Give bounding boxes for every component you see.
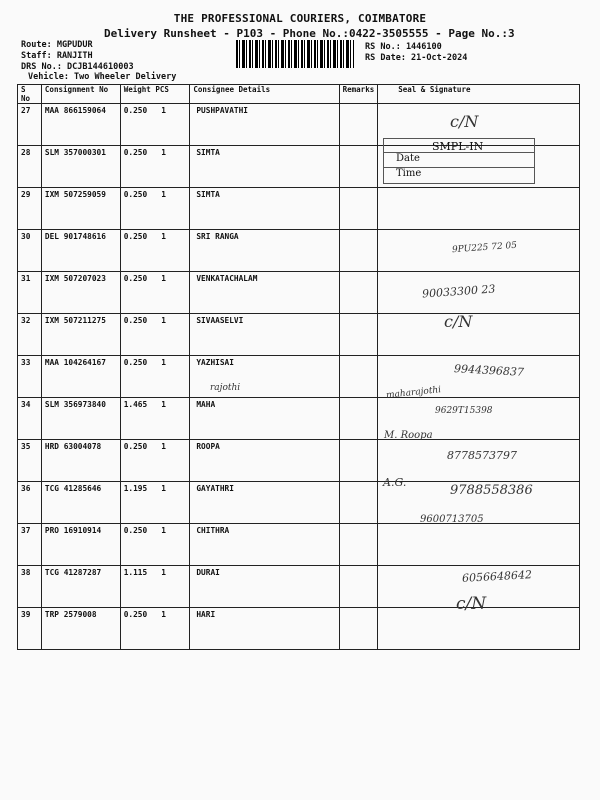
row-weight-pcs [120, 524, 190, 566]
handwritten-phone-30: 9PU225 72 05 [451, 240, 518, 256]
row-pcs: 1 [161, 148, 166, 157]
row-sno: 31 [18, 272, 42, 314]
row-consignment: MAA 866159064 [41, 104, 120, 146]
row-remarks [339, 314, 378, 356]
row-sno: 29 [18, 188, 42, 230]
row-weight-pcs [120, 482, 190, 524]
row-consignment: IXM 507207023 [41, 272, 120, 314]
row-weight-pcs [120, 356, 190, 398]
handwritten-phone-31: 90033300 23 [421, 282, 496, 301]
drs-number: DRS No.: DCJB144610003 [21, 62, 134, 72]
row-consignment: HRD 63004078 [41, 440, 120, 482]
row-weight: 0.250 [123, 190, 148, 199]
row-consignment: TRP 2579008 [41, 608, 120, 650]
row-remarks [339, 482, 378, 524]
col-seal: Seal & Signature [378, 85, 580, 104]
row-weight: 1.115 [123, 568, 148, 577]
row-consignment: MAA 104264167 [41, 356, 120, 398]
row-consignee: DURAI [190, 566, 339, 608]
row-remarks [339, 440, 378, 482]
row-pcs: 1 [161, 526, 166, 535]
row-consignee: HARI [190, 608, 339, 650]
row-weight: 0.250 [123, 148, 148, 157]
company-title: THE PROFESSIONAL COURIERS, COIMBATORE [173, 12, 427, 25]
row-sno: 27 [18, 104, 42, 146]
col-sno: S No [18, 85, 42, 104]
row-weight-pcs [120, 398, 190, 440]
row-consignee: SIMTA [190, 146, 339, 188]
staff: Staff: RANJITH [21, 51, 93, 61]
handwritten-maha-suffix: rajothi [210, 383, 241, 393]
row-weight: 0.250 [123, 526, 148, 535]
col-consignee: Consignee Details [190, 85, 339, 104]
row-seal [378, 314, 580, 356]
stamp-title: SMPL-IN [432, 140, 484, 153]
handwritten-cn-39: c/N [456, 594, 487, 614]
row-weight-pcs [120, 566, 190, 608]
row-sno: 33 [18, 356, 42, 398]
row-consignment: PRO 16910914 [41, 524, 120, 566]
row-weight: 0.250 [123, 232, 148, 241]
row-weight-pcs [120, 272, 190, 314]
row-consignee: PUSHPAVATHI [190, 104, 339, 146]
handwritten-phone-37: 9600713705 [420, 514, 484, 525]
row-sno: 38 [18, 566, 42, 608]
row-sno: 32 [18, 314, 42, 356]
row-consignee: SIMTA [190, 188, 339, 230]
route: Route: MGPUDUR [21, 40, 93, 50]
row-consignment: SLM 356973840 [41, 398, 120, 440]
row-consignee: ROOPA [190, 440, 339, 482]
row-pcs: 1 [161, 106, 166, 115]
row-sno: 34 [18, 398, 42, 440]
row-consignment: IXM 507259059 [41, 188, 120, 230]
row-remarks [339, 608, 378, 650]
row-sno: 39 [18, 608, 42, 650]
vehicle: Vehicle: Two Wheeler Delivery [28, 72, 177, 82]
row-pcs: 1 [161, 232, 166, 241]
stamp-time: Time [384, 167, 534, 181]
row-remarks [339, 188, 378, 230]
row-pcs: 1 [161, 568, 166, 577]
row-weight-pcs [120, 104, 190, 146]
row-pcs: 1 [161, 274, 166, 283]
row-weight: 0.250 [123, 274, 148, 283]
row-consignee: MAHA [190, 398, 339, 440]
row-consignment: IXM 507211275 [41, 314, 120, 356]
row-consignee: GAYATHRI [190, 482, 339, 524]
row-pcs: 1 [161, 316, 166, 325]
handwritten-name-35: M. Roopa [384, 430, 433, 441]
table-row [18, 188, 580, 230]
col-remarks: Remarks [339, 85, 378, 104]
row-consignment: TCG 41285646 [41, 482, 120, 524]
col-weight-pcs [120, 85, 190, 104]
row-consignee: SRI RANGA [190, 230, 339, 272]
row-weight-pcs [120, 440, 190, 482]
row-consignment: DEL 901748616 [41, 230, 120, 272]
handwritten-phone-33: 9944396837 [453, 362, 525, 379]
row-sno: 35 [18, 440, 42, 482]
row-weight: 1.465 [123, 400, 148, 409]
row-remarks [339, 230, 378, 272]
row-consignee: CHITHRA [190, 524, 339, 566]
row-consignment: TCG 41287287 [41, 566, 120, 608]
row-weight-pcs [120, 608, 190, 650]
row-seal [378, 188, 580, 230]
row-weight: 0.250 [123, 610, 148, 619]
handwritten-name-36: A.G. [383, 476, 407, 489]
row-consignee: VENKATACHALAM [190, 272, 339, 314]
table-row [18, 608, 580, 650]
row-consignee: SIVAASELVI [190, 314, 339, 356]
row-sno: 37 [18, 524, 42, 566]
col-consignment: Consignment No [41, 85, 120, 104]
handwritten-phone-38: 6056648642 [461, 568, 533, 585]
barcode [236, 40, 354, 68]
row-weight: 0.250 [123, 106, 148, 115]
row-weight: 0.250 [123, 316, 148, 325]
row-pcs: 1 [161, 484, 166, 493]
handwritten-cn-27: c/N [450, 112, 479, 131]
row-sno: 28 [18, 146, 42, 188]
col-pcs: PCS [155, 85, 169, 94]
handwritten-phone-34: 9629T15398 [435, 406, 493, 416]
row-weight-pcs [120, 188, 190, 230]
row-remarks [339, 398, 378, 440]
row-seal [378, 524, 580, 566]
table-header [18, 85, 580, 104]
row-remarks [339, 272, 378, 314]
handwritten-phone-36: 9788558386 [450, 483, 533, 498]
row-weight-pcs [120, 146, 190, 188]
row-pcs: 1 [161, 400, 166, 409]
handwritten-phone-35: 8778573797 [447, 449, 517, 462]
rs-number: RS No.: 1446100 [365, 42, 442, 52]
smpl-stamp [383, 138, 535, 184]
row-remarks [339, 566, 378, 608]
row-pcs: 1 [161, 190, 166, 199]
handwritten-name-34: maharajothi [385, 385, 442, 401]
row-sno: 36 [18, 482, 42, 524]
row-sno: 30 [18, 230, 42, 272]
rs-date: RS Date: 21-Oct-2024 [365, 53, 468, 63]
table-row [18, 398, 580, 440]
row-pcs: 1 [161, 610, 166, 619]
handwritten-cn-32: c/N [444, 312, 473, 331]
stamp-date: Date [384, 152, 534, 166]
row-weight-pcs [120, 314, 190, 356]
row-remarks [339, 356, 378, 398]
row-consignment: SLM 357000301 [41, 146, 120, 188]
row-weight: 1.195 [123, 484, 148, 493]
row-remarks [339, 524, 378, 566]
runsheet-subtitle: Delivery Runsheet - P103 - Phone No.:0422-3505555 - Page No.:3 [104, 27, 515, 40]
row-pcs: 1 [161, 442, 166, 451]
table-row [18, 524, 580, 566]
table-row [18, 314, 580, 356]
row-remarks [339, 146, 378, 188]
row-weight-pcs [120, 230, 190, 272]
row-remarks [339, 104, 378, 146]
col-weight: Weight [123, 85, 151, 94]
row-weight: 0.250 [123, 442, 148, 451]
row-weight: 0.250 [123, 358, 148, 367]
row-consignee: YAZHISAI [190, 356, 339, 398]
row-pcs: 1 [161, 358, 166, 367]
